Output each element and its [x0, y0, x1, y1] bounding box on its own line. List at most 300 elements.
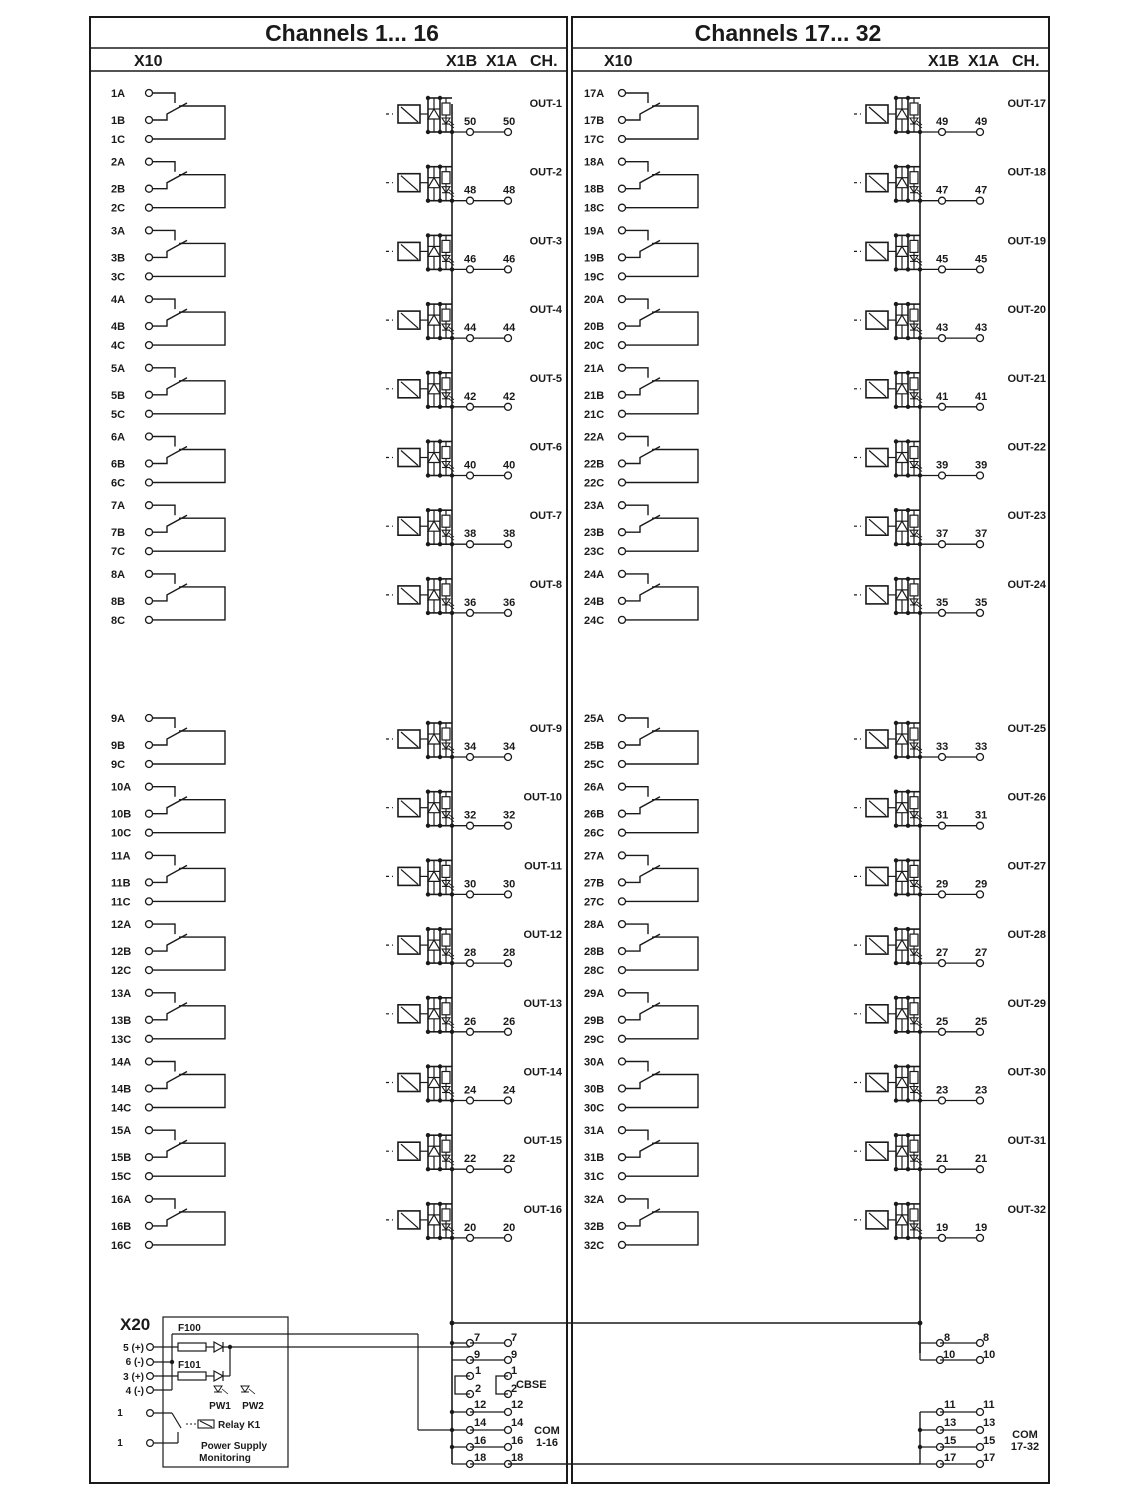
screw-terminal	[619, 1173, 626, 1180]
terminal-label: 7C	[111, 546, 126, 559]
x1a-terminal	[505, 403, 512, 410]
terminal-label: 28A	[584, 919, 605, 932]
screw-terminal	[146, 948, 153, 955]
svg-text:16: 16	[511, 1435, 524, 1447]
right-ch-header: CH.	[1012, 53, 1040, 70]
terminal-label: 20C	[584, 340, 605, 353]
x1b-terminal	[467, 1028, 474, 1035]
channel-row	[111, 1057, 563, 1115]
terminal-label: 14B	[111, 1083, 132, 1096]
screw-terminal	[619, 783, 626, 790]
screw-terminal	[146, 1016, 153, 1023]
svg-text:F100: F100	[178, 1323, 201, 1334]
x1a-number: 37	[975, 528, 988, 541]
terminal-label: 24A	[584, 568, 605, 581]
screw-terminal	[619, 879, 626, 886]
x1b-number: 42	[464, 390, 477, 403]
x1a-terminal	[505, 541, 512, 548]
screw-terminal	[146, 391, 153, 398]
terminal-label: 27A	[584, 850, 605, 863]
channel-out-label: OUT-25	[1007, 723, 1046, 735]
svg-text:17: 17	[944, 1452, 957, 1464]
screw-terminal	[619, 342, 626, 349]
screw-terminal	[146, 1058, 153, 1065]
relay-module-icon	[386, 439, 454, 477]
x1b-terminal	[467, 335, 474, 342]
channel-row	[111, 157, 562, 215]
terminal-label: 20B	[584, 321, 605, 334]
screw-terminal	[619, 1127, 626, 1134]
screw-terminal	[146, 117, 153, 124]
terminal-label: 5B	[111, 389, 126, 402]
relay-module-icon	[386, 1064, 454, 1102]
x1a-number: 49	[975, 116, 988, 128]
x1b-terminal	[939, 197, 946, 204]
channel-row	[111, 919, 562, 977]
relay-module-icon	[386, 508, 454, 546]
channel-out-label: OUT-6	[529, 441, 562, 454]
x1b-terminal	[939, 1097, 946, 1104]
relay-module-icon	[854, 577, 922, 615]
terminal-label: 2B	[111, 183, 126, 196]
x1b-terminal	[467, 1234, 474, 1241]
svg-text:17-32: 17-32	[1010, 1441, 1040, 1453]
screw-terminal	[619, 1222, 626, 1229]
relay-module-icon	[854, 371, 922, 409]
terminal-label: 15B	[111, 1152, 132, 1165]
screw-terminal	[619, 948, 626, 955]
terminal-label: 1A	[111, 88, 126, 100]
terminal-label: 15C	[111, 1171, 132, 1184]
terminal-label: 18C	[584, 202, 605, 215]
screw-terminal	[619, 158, 626, 165]
x1a-number: 35	[975, 596, 988, 609]
screw-terminal	[146, 1241, 153, 1248]
screw-terminal	[146, 296, 153, 303]
channel-row	[584, 157, 1046, 215]
terminal-label: 30A	[584, 1056, 605, 1069]
terminal-label: 27B	[584, 877, 605, 890]
channel-row	[584, 569, 1047, 627]
screw-terminal	[146, 879, 153, 886]
x1b-number: 19	[936, 1221, 949, 1234]
screw-terminal	[146, 616, 153, 623]
terminal-label: 17C	[584, 134, 605, 146]
x1b-number: 34	[464, 741, 477, 753]
screw-terminal	[619, 204, 626, 211]
screw-terminal	[146, 90, 153, 97]
terminal-label: 26A	[584, 781, 605, 794]
terminal-label: 19B	[584, 252, 605, 265]
x1a-terminal	[505, 754, 512, 761]
svg-text:9: 9	[474, 1349, 481, 1361]
terminal-label: 19C	[584, 271, 605, 284]
screw-terminal	[146, 810, 153, 817]
svg-text:5 (+): 5 (+)	[123, 1343, 144, 1354]
screw-terminal	[146, 1127, 153, 1134]
left-x1b-header: X1B	[446, 53, 478, 70]
channel-out-label: OUT-4	[529, 304, 562, 317]
svg-text:15: 15	[944, 1435, 957, 1447]
x1a-terminal	[505, 1028, 512, 1035]
svg-text:4 (-): 4 (-)	[125, 1386, 144, 1397]
x1a-terminal	[505, 197, 512, 204]
terminal-label: 21C	[584, 408, 605, 421]
svg-text:1: 1	[117, 1408, 123, 1419]
terminal-label: 4C	[111, 340, 126, 353]
x1b-terminal	[939, 1028, 946, 1035]
x1b-terminal	[939, 266, 946, 273]
screw-terminal	[146, 1195, 153, 1202]
x1b-number: 35	[936, 596, 949, 609]
terminal-label: 13C	[111, 1033, 132, 1046]
channel-out-label: OUT-8	[529, 578, 562, 591]
right-bottom-terminals	[918, 1332, 1039, 1468]
relay-module-icon	[386, 233, 454, 271]
screw-terminal	[146, 921, 153, 928]
relay-module-icon	[386, 577, 454, 615]
screw-terminal	[619, 323, 626, 330]
svg-text:12: 12	[511, 1399, 524, 1411]
screw-terminal	[619, 989, 626, 996]
terminal-label: 20A	[584, 294, 605, 307]
channel-row	[111, 294, 563, 352]
terminal-label: 11A	[111, 850, 131, 863]
terminal-label: 12A	[111, 919, 132, 932]
svg-text:1: 1	[511, 1365, 518, 1377]
x1a-number: 41	[975, 390, 988, 403]
terminal-label: 30C	[584, 1102, 605, 1115]
screw-terminal	[146, 364, 153, 371]
x1b-number: 31	[936, 809, 949, 822]
terminal-label: 17B	[584, 115, 605, 127]
screw-terminal	[619, 898, 626, 905]
terminal-label: 21B	[584, 389, 605, 402]
screw-terminal	[619, 296, 626, 303]
terminal-label: 23C	[584, 546, 605, 559]
screw-terminal	[146, 1173, 153, 1180]
channel-out-label: OUT-27	[1007, 860, 1046, 873]
relay-module-icon	[854, 165, 922, 203]
screw-terminal	[146, 323, 153, 330]
svg-text:2: 2	[511, 1383, 518, 1395]
svg-text:9: 9	[511, 1349, 518, 1361]
screw-terminal	[619, 1035, 626, 1042]
channel-row	[111, 782, 562, 840]
relay-module-icon	[854, 1064, 922, 1102]
screw-terminal	[146, 989, 153, 996]
x1a-terminal	[977, 891, 984, 898]
x1b-terminal	[467, 129, 474, 136]
terminal-label: 10A	[111, 781, 132, 794]
channel-row	[584, 225, 1046, 283]
x1b-terminal	[467, 609, 474, 616]
x1a-number: 25	[975, 1015, 988, 1028]
x1b-number: 40	[464, 459, 477, 472]
x1b-number: 47	[936, 184, 949, 197]
x1a-terminal	[977, 1097, 984, 1104]
screw-terminal	[146, 273, 153, 280]
left-panel-title: Channels 1... 16	[265, 20, 439, 46]
channel-out-label: OUT-1	[529, 98, 562, 110]
screw-terminal	[619, 570, 626, 577]
svg-text:1: 1	[475, 1365, 482, 1377]
screw-terminal	[619, 1104, 626, 1111]
cbse-label: CBSE	[516, 1379, 547, 1391]
relay-module-icon	[854, 858, 922, 896]
x1a-terminal	[977, 335, 984, 342]
terminal-label: 13A	[111, 987, 132, 1000]
terminal-label: 1C	[111, 134, 126, 146]
screw-terminal	[619, 479, 626, 486]
svg-text:6 (-): 6 (-)	[125, 1357, 144, 1368]
x1a-terminal	[977, 960, 984, 967]
svg-text:13: 13	[944, 1417, 957, 1429]
screw-terminal	[146, 502, 153, 509]
screw-terminal	[146, 761, 153, 768]
x1b-terminal	[939, 754, 946, 761]
svg-text:PW2: PW2	[242, 1401, 264, 1412]
x1a-terminal	[977, 609, 984, 616]
x1b-number: 21	[936, 1153, 949, 1166]
screw-terminal	[146, 1035, 153, 1042]
svg-text:13: 13	[983, 1417, 996, 1429]
x1b-number: 46	[464, 253, 477, 266]
right-channel-rows	[584, 88, 1047, 1252]
x1a-number: 29	[975, 878, 988, 891]
x1b-terminal	[467, 197, 474, 204]
terminal-label: 22C	[584, 477, 605, 490]
svg-text:17: 17	[983, 1452, 996, 1464]
terminal-label: 6A	[111, 431, 126, 444]
x1a-number: 44	[503, 322, 516, 335]
svg-text:7: 7	[511, 1332, 518, 1344]
x1a-number: 46	[503, 253, 516, 266]
channel-out-label: OUT-24	[1007, 578, 1046, 591]
terminal-label: 6C	[111, 477, 126, 490]
terminal-label: 22A	[584, 431, 605, 444]
right-com-label: COM	[1012, 1429, 1038, 1441]
channel-out-label: OUT-18	[1007, 166, 1046, 179]
channel-row	[111, 713, 562, 771]
svg-text:12: 12	[474, 1399, 487, 1411]
x1a-terminal	[977, 129, 984, 136]
terminal-label: 25A	[584, 713, 605, 725]
x1b-terminal	[467, 822, 474, 829]
relay-module-icon	[854, 302, 922, 340]
x1a-terminal	[505, 266, 512, 273]
channel-row	[584, 1057, 1046, 1115]
relay-module-icon	[386, 996, 454, 1034]
x1b-number: 39	[936, 459, 949, 472]
x1b-number: 24	[464, 1084, 477, 1097]
screw-terminal	[146, 783, 153, 790]
x1b-number: 38	[464, 528, 477, 541]
terminal-label: 3A	[111, 225, 126, 238]
left-bottom-terminals	[450, 1332, 560, 1468]
channel-row	[584, 850, 1046, 908]
screw-terminal	[619, 391, 626, 398]
terminal-label: 7A	[111, 500, 126, 513]
terminal-label: 25C	[584, 759, 605, 771]
channel-out-label: OUT-26	[1007, 791, 1046, 804]
terminal-label: 8A	[111, 568, 126, 581]
screw-terminal	[146, 158, 153, 165]
x1b-number: 37	[936, 528, 949, 541]
x1a-terminal	[505, 891, 512, 898]
x1b-number: 22	[464, 1153, 477, 1166]
x1a-terminal	[505, 472, 512, 479]
x1a-terminal	[505, 822, 512, 829]
screw-terminal	[619, 433, 626, 440]
x1a-terminal	[977, 472, 984, 479]
x1a-terminal	[505, 960, 512, 967]
terminal-label: 27C	[584, 896, 605, 909]
terminal-label: 3C	[111, 271, 126, 284]
x1a-number: 36	[503, 596, 516, 609]
svg-text:11: 11	[983, 1399, 995, 1411]
channel-row	[584, 713, 1046, 771]
channel-out-label: OUT-10	[523, 791, 562, 804]
x1a-number: 43	[975, 322, 988, 335]
channel-out-label: OUT-5	[529, 372, 562, 385]
channel-row	[111, 1125, 562, 1183]
svg-text:8: 8	[983, 1332, 990, 1344]
relay-k1-label: Relay K1	[218, 1420, 261, 1431]
screw-terminal	[146, 548, 153, 555]
svg-text:15: 15	[983, 1435, 996, 1447]
terminal-label: 3B	[111, 252, 126, 265]
terminal-label: 14C	[111, 1102, 132, 1115]
screw-terminal	[619, 616, 626, 623]
x1b-terminal	[467, 891, 474, 898]
relay-module-icon	[854, 233, 922, 271]
relay-module-icon	[386, 1133, 454, 1171]
x1a-number: 21	[975, 1153, 988, 1166]
channel-row	[111, 850, 562, 908]
channel-row	[111, 225, 562, 283]
x1b-number: 26	[464, 1015, 477, 1028]
terminal-label: 11B	[111, 877, 131, 890]
channel-out-label: OUT-2	[529, 166, 562, 179]
channel-row	[111, 988, 562, 1046]
x1a-number: 40	[503, 459, 516, 472]
screw-terminal	[619, 1195, 626, 1202]
screw-terminal	[619, 254, 626, 261]
screw-terminal	[619, 548, 626, 555]
screw-terminal	[146, 715, 153, 722]
x1a-terminal	[977, 822, 984, 829]
relay-module-icon	[386, 721, 454, 759]
terminal-label: 24B	[584, 595, 605, 608]
svg-text:Power Supply: Power Supply	[200, 1441, 268, 1452]
x1a-terminal	[977, 266, 984, 273]
x1b-number: 28	[464, 947, 477, 960]
channel-row	[584, 782, 1046, 840]
screw-terminal	[146, 1154, 153, 1161]
screw-terminal	[146, 254, 153, 261]
terminal-label: 5A	[111, 362, 126, 375]
x1b-terminal	[467, 403, 474, 410]
screw-terminal	[619, 1241, 626, 1248]
x1a-terminal	[977, 1166, 984, 1173]
terminal-label: 29C	[584, 1033, 605, 1046]
svg-text:F101: F101	[178, 1360, 201, 1371]
screw-terminal	[619, 502, 626, 509]
x1b-number: 33	[936, 741, 949, 753]
channel-out-label: OUT-7	[529, 510, 562, 523]
svg-text:16: 16	[474, 1435, 487, 1447]
x1b-number: 23	[936, 1084, 949, 1097]
screw-terminal	[146, 1085, 153, 1092]
relay-module-icon	[386, 371, 454, 409]
channel-row	[584, 294, 1046, 352]
x1a-terminal	[977, 1028, 984, 1035]
x20-label: X20	[120, 1315, 151, 1334]
channel-out-label: OUT-22	[1007, 441, 1046, 454]
x1b-terminal	[467, 472, 474, 479]
relay-module-icon	[854, 996, 922, 1034]
svg-text:2: 2	[475, 1383, 482, 1395]
screw-terminal	[146, 829, 153, 836]
x1a-terminal	[977, 541, 984, 548]
x1a-terminal	[505, 609, 512, 616]
terminal-label: 10B	[111, 808, 132, 821]
x1a-terminal	[505, 1097, 512, 1104]
channel-row	[584, 988, 1046, 1046]
terminal-label: 9A	[111, 713, 126, 725]
x1a-number: 48	[503, 184, 516, 197]
terminal-label: 6B	[111, 458, 126, 471]
screw-terminal	[146, 185, 153, 192]
screw-terminal	[146, 479, 153, 486]
terminal-label: 22B	[584, 458, 605, 471]
screw-terminal	[146, 898, 153, 905]
terminal-label: 23A	[584, 500, 605, 513]
channel-out-label: OUT-13	[523, 997, 562, 1010]
power-supply-section	[117, 1315, 470, 1467]
screw-terminal	[619, 742, 626, 749]
x1a-number: 39	[975, 459, 988, 472]
channel-row	[111, 569, 562, 627]
channel-out-label: OUT-17	[1007, 98, 1046, 110]
relay-module-icon	[854, 1202, 922, 1240]
screw-terminal	[619, 1016, 626, 1023]
right-x1b-header: X1B	[928, 53, 960, 70]
x1b-terminal	[939, 335, 946, 342]
channel-out-label: OUT-31	[1007, 1135, 1046, 1148]
relay-module-icon	[854, 790, 922, 828]
terminal-label: 16C	[111, 1239, 132, 1252]
x1a-terminal	[505, 1234, 512, 1241]
terminal-label: 9B	[111, 740, 126, 752]
x1a-number: 27	[975, 947, 988, 960]
x1a-terminal	[977, 197, 984, 204]
terminal-label: 19A	[584, 225, 605, 238]
terminal-label: 32B	[584, 1220, 605, 1233]
x1b-terminal	[467, 1166, 474, 1173]
screw-terminal	[619, 810, 626, 817]
svg-text:8: 8	[944, 1332, 951, 1344]
channel-row	[111, 500, 562, 558]
channel-out-label: OUT-20	[1007, 304, 1046, 317]
terminal-label: 23B	[584, 527, 605, 540]
x1a-number: 38	[503, 528, 516, 541]
svg-text:14: 14	[474, 1417, 487, 1429]
terminal-label: 31A	[584, 1125, 605, 1138]
x1b-terminal	[467, 754, 474, 761]
x1b-number: 20	[464, 1221, 477, 1234]
